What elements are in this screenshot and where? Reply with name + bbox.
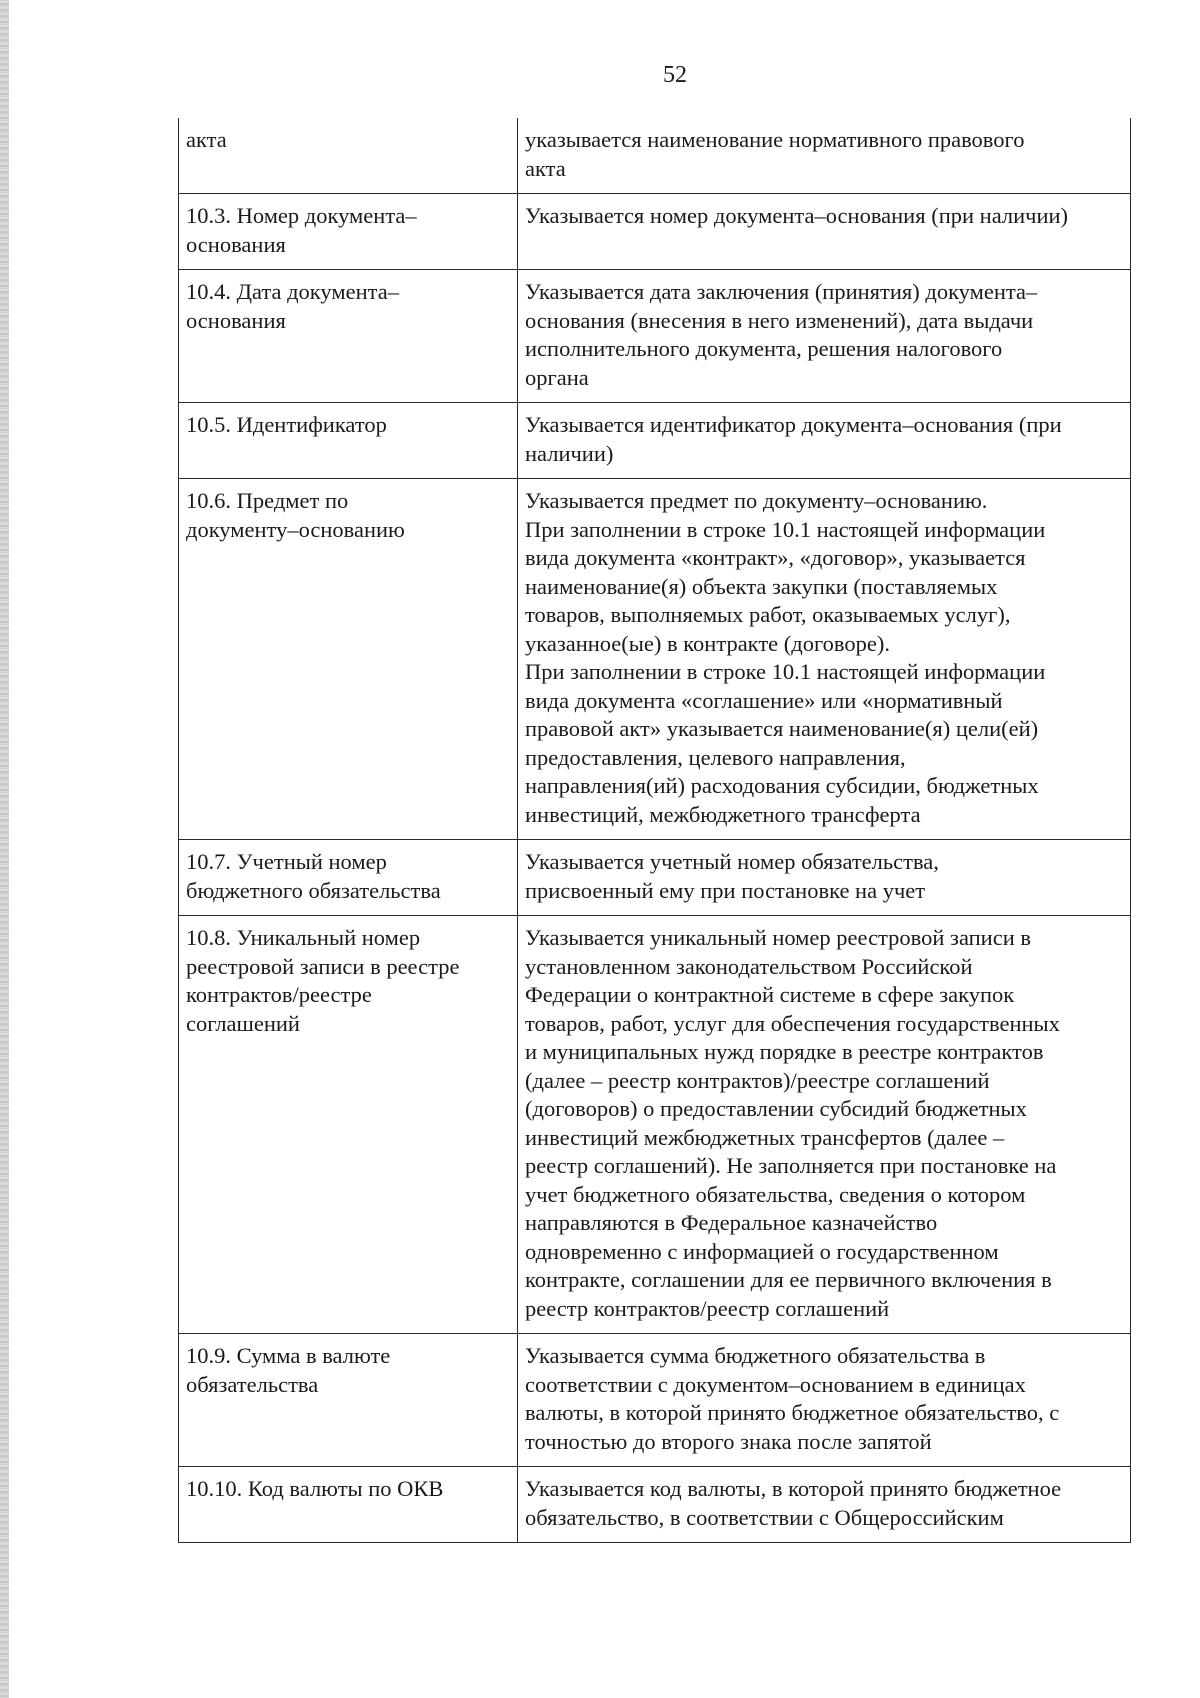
description-line: Указывается учетный номер обязательства, <box>525 849 939 874</box>
description-line: указывается наименование нормативного правового <box>525 127 1025 152</box>
description-line: реестр контрактов/реестр соглашений <box>525 1295 890 1321</box>
scan-edge <box>0 0 9 1698</box>
description-line: (далее – реестр контрактов)/реестре соглашений <box>525 1067 990 1093</box>
description-line: присвоенный ему при постановке на учет <box>525 877 926 903</box>
field-name-line: основания <box>186 231 286 257</box>
field-name-line: 10.7. Учетный номер <box>186 849 387 874</box>
field-name-line: соглашений <box>186 1010 300 1036</box>
description-line: направляются в Федеральное казначейство <box>525 1210 938 1235</box>
description-line: Указывается сумма бюджетного обязательства в <box>525 1343 986 1368</box>
description-cell <box>518 479 1131 840</box>
description-line: Указывается дата заключения (принятия) документа– <box>525 279 1038 304</box>
table-row <box>179 840 1131 916</box>
field-name-line: контрактов/реестре <box>186 982 372 1007</box>
field-name-line: 10.5. Идентификатор <box>186 412 387 437</box>
description-cell <box>518 1334 1131 1467</box>
field-name-line: 10.6. Предмет по <box>186 488 349 513</box>
field-name-line: обязательства <box>186 1371 319 1397</box>
field-name-line: 10.10. Код валюты по ОКВ <box>186 1476 444 1501</box>
field-name-line: акта <box>186 127 227 152</box>
field-name-line: 10.8. Уникальный номер <box>186 925 421 950</box>
description-line: При заполнении в строке 10.1 настоящей информации <box>525 516 1046 542</box>
field-name-cell <box>179 194 518 270</box>
table-row <box>179 1467 1131 1543</box>
table-row <box>179 403 1131 479</box>
description-line: Указывается предмет по документу–основанию. <box>525 488 988 513</box>
field-name-cell <box>179 403 518 479</box>
description-line: указанное(ые) в контракте (договоре). <box>525 630 890 656</box>
field-name-cell <box>179 1467 518 1543</box>
description-line: основания (внесения в него изменений), дата выдачи <box>525 307 1034 333</box>
description-line: Федерации о контрактной системе в сфере закупок <box>525 982 1015 1007</box>
description-line: установленном законодательством Российской <box>525 953 973 979</box>
field-name-cell <box>179 1334 518 1467</box>
table-row <box>179 118 1131 194</box>
description-cell <box>518 840 1131 916</box>
page-number: 52 <box>663 62 687 88</box>
description-cell <box>518 270 1131 403</box>
description-line: Указывается код валюты, в которой принято бюджетное <box>525 1476 1062 1501</box>
description-line: Указывается номер документа–основания (при наличии) <box>525 203 1069 228</box>
description-cell <box>518 194 1131 270</box>
table-row <box>179 194 1131 270</box>
description-line: предоставления, целевого направления, <box>525 744 906 770</box>
requisites-table <box>178 118 1131 1543</box>
description-line: акта <box>525 155 566 181</box>
description-line: товаров, работ, услуг для обеспечения государственных <box>525 1010 1060 1036</box>
description-line: направления(ий) расходования субсидии, бюджетных <box>525 773 1039 798</box>
description-line: При заполнении в строке 10.1 настоящей информации <box>525 659 1046 684</box>
field-name-cell <box>179 118 518 194</box>
description-line: вида документа «контракт», «договор», указывается <box>525 545 1026 570</box>
description-line: учет бюджетного обязательства, сведения о котором <box>525 1181 1026 1207</box>
description-line: инвестиций межбюджетных трансфертов (далее – <box>525 1124 1005 1150</box>
table-body <box>179 118 1131 1543</box>
table-row <box>179 270 1131 403</box>
description-line: реестр соглашений). Не заполняется при постановке на <box>525 1153 1057 1178</box>
field-name-cell <box>179 840 518 916</box>
field-name-line: 10.3. Номер документа– <box>186 203 417 228</box>
description-line: органа <box>525 364 589 390</box>
field-name-line: 10.9. Сумма в валюте <box>186 1343 391 1368</box>
table-row <box>179 916 1131 1334</box>
description-cell <box>518 403 1131 479</box>
description-line: товаров, выполняемых работ, оказываемых услуг), <box>525 602 1011 627</box>
description-line: вида документа «соглашение» или «нормативный <box>525 687 1003 713</box>
field-name-cell <box>179 916 518 1334</box>
field-name-line: 10.4. Дата документа– <box>186 279 399 304</box>
field-name-line: основания <box>186 307 286 333</box>
description-line: инвестиций, межбюджетного трансферта <box>525 801 921 827</box>
description-line: контракте, соглашении для ее первичного включения в <box>525 1267 1052 1292</box>
field-name-line: документу–основанию <box>186 516 405 542</box>
table-row <box>179 1334 1131 1467</box>
field-name-line: реестровой записи в реестре <box>186 953 460 979</box>
description-cell <box>518 118 1131 194</box>
description-line: соответствии с документом–основанием в единицах <box>525 1371 1026 1397</box>
description-line: исполнительного документа, решения налогового <box>525 336 1003 361</box>
field-name-cell <box>179 270 518 403</box>
description-line: правовой акт» указывается наименование(я) цели(ей) <box>525 716 1039 741</box>
description-line: (договоров) о предоставлении субсидий бюджетных <box>525 1096 1027 1121</box>
description-line: обязательство, в соответствии с Общероссийским <box>525 1504 1004 1530</box>
description-line: и муниципальных нужд порядке в реестре контрактов <box>525 1039 1044 1064</box>
description-line: Указывается уникальный номер реестровой записи в <box>525 925 1031 950</box>
description-cell <box>518 1467 1131 1543</box>
description-line: наличии) <box>525 440 614 466</box>
description-line: Указывается идентификатор документа–основания (при <box>525 412 1062 437</box>
table-row <box>179 479 1131 840</box>
description-line: валюты, в которой принято бюджетное обязательство, с <box>525 1400 1060 1425</box>
description-line: точностью до второго знака после запятой <box>525 1428 932 1454</box>
field-name-line: бюджетного обязательства <box>186 877 441 903</box>
description-line: одновременно с информацией о государственном <box>525 1238 999 1264</box>
field-name-cell <box>179 479 518 840</box>
description-line: наименование(я) объекта закупки (поставляемых <box>525 573 998 599</box>
description-cell <box>518 916 1131 1334</box>
